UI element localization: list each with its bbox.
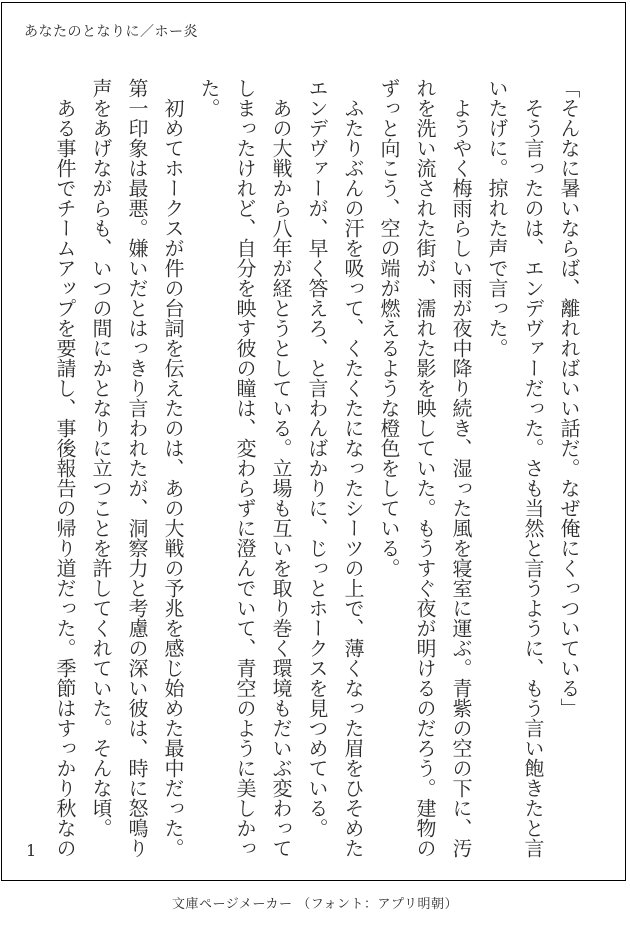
paragraph: 「そんなに暑いならば、離れればいい話だ。なぜ俺にくっついている」: [557, 78, 581, 718]
paragraph: ようやく梅雨らしい雨が夜中降り続き、湿った風を寝室に運ぶ。青紫の空の下に、汚れを洗い流された街が、濡れた影を映していた。もうすぐ夜が明けるのだろう。建物のずっと向こう、空の端が燃えるような橙色をしている。: [377, 78, 473, 858]
paragraph: あの大戦から八年が経とうとしている。立場も互いを取り巻く環境もだいぶ変わってしまったけれど、自分を映す彼の瞳は、変わらずに澄んでいて、青空のように美しかった。: [197, 78, 293, 858]
page-title: あなたのとなりに／ホー炎: [24, 24, 198, 40]
paragraph: ある事件でチームアップを要請し、事後報告の帰り道だった。季節はすっかり秋なの: [53, 98, 77, 858]
page-frame: [1, 2, 626, 881]
paragraph: ふたりぶんの汗を吸って、くたくたになったシーツの上で、薄くなった眉をひそめたエンデヴァーが、早く答えろ、と言わんばかりに、じっとホークスを見つめている。: [305, 78, 365, 858]
paragraph: そう言ったのは、エンデヴァーだった。さも当然と言うように、もう言い飽きたと言いたげに。掠れた声で言った。: [485, 78, 545, 858]
paragraph: 初めてホークスが件の台詞を伝えたのは、あの大戦の予兆を感じ始めた最中だった。第一印象は最悪。嫌いだとはっきり言われたが、洞察力と考慮の深い彼は、時に怒鳴り声をあげながらも、いつの間にかとなりに立つことを許してくれていた。そんな頃。: [89, 78, 185, 858]
generator-caption: 文庫ページメーカー （フォント：アプリ明朝）: [171, 897, 459, 912]
page-number: 1: [26, 841, 37, 860]
body-text: [47, 78, 587, 859]
